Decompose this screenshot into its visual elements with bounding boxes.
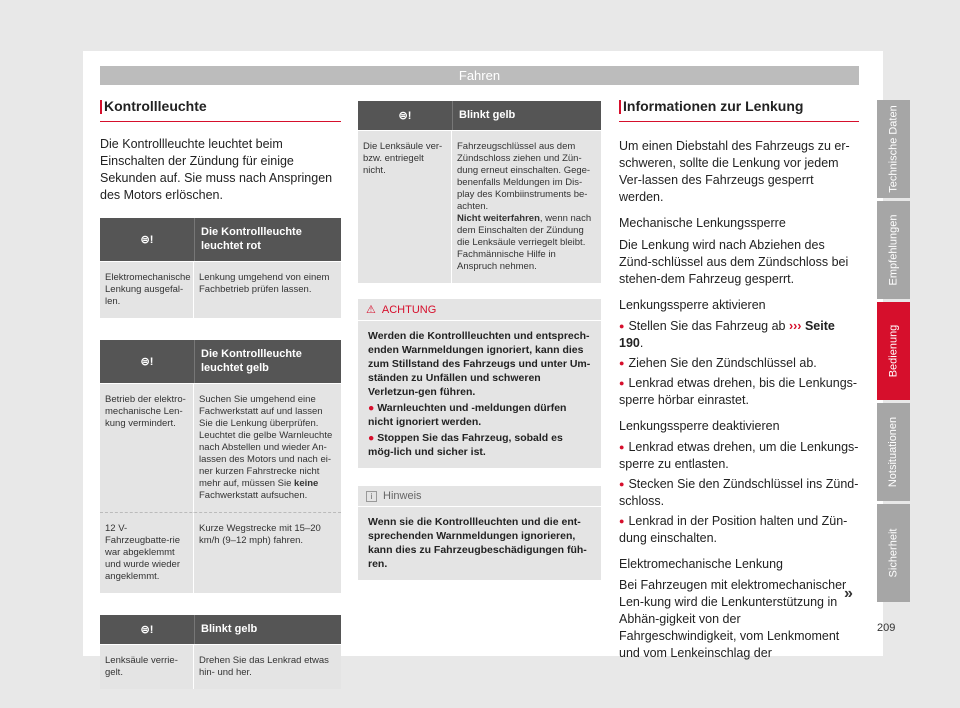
caution-label: ACHTUNG [381,303,437,316]
list-item [619,318,859,352]
page-header: Fahren [100,66,859,85]
table-cell-cause: Betrieb der elektro-mechanische Len-kung vermindert. [100,384,194,512]
list-item-text: Stellen Sie das Fahrzeug ab [628,319,789,333]
action-text: , wenn nach dem Einschalten der Zündung die Lenksäule verriegelt bleibt. Fachmännische Hilfe in Anspruch nehmen. [457,213,592,272]
table-cell-action: Kurze Wegstrecke mit 15–20 km/h (9–12 mph) fahren. [199,523,321,546]
tab-label: Sicherheit [887,528,900,578]
steering-warning-icon: ⊜! [140,356,154,368]
warning-triangle-icon: ⚠ [366,304,376,316]
table-cell-action: Drehen Sie das Lenkrad etwas hin- und her. [199,655,329,678]
page-number: 209 [877,622,896,634]
action-text: Fachwerkstatt aufsuchen. [199,490,308,501]
intro-text: Die Kontrollleuchte leuchtet beim Einschalten der Zündung für einige Sekunden auf. Sie muss nach Anspringen des Motors erlöschen. [100,137,333,202]
body-text: Die Lenkung wird nach Abziehen des Zünd-schlüssel aus dem Zündschloss bei stehen-dem Fahrzeug gesperrt. [619,238,849,286]
tab-sicherheit[interactable] [877,504,910,602]
tab-notsituationen[interactable] [877,403,910,501]
caution-item [368,401,591,429]
list-item: ● Stecken Sie den Zündschlüssel ins Zünd-schloss. [619,476,859,510]
table-cell-action [452,131,601,283]
action-text: Suchen Sie umgehend eine Fachwerkstatt auf und lassen Sie die Lenkung überprüfen. Leuchtet die gelbe Warnleuchte nach Abstellen und wieder An-lassen des Motors und nach ei-ner kurzen Fahrstrecke nicht mehr auf, müssen Sie [199,394,333,489]
tab-bedienung[interactable] [877,302,910,400]
tab-technische-daten[interactable] [877,100,910,198]
tab-empfehlungen[interactable] [877,201,910,299]
column-left [100,98,341,689]
table-cell-action [194,384,341,512]
body-text: Bei Fahrzeugen mit elektromechanischer Len-kung wird die Lenkunterstützung in Abhän-gigkeit von der Fahrgeschwindigkeit, vom Lenkmoment und vom Lenkeinschlag der [619,578,847,660]
table-heading: Blinkt gelb [194,615,341,644]
subheading: Elektromechanische Lenkung [619,557,783,571]
list-item: ● Lenkrad etwas drehen, bis die Lenkungs-sperre hörbar einrastet. [619,375,859,409]
caution-box [358,299,601,468]
steering-warning-icon: ⊜! [398,110,412,122]
note-label: Hinweis [383,490,422,502]
subheading: Lenkungssperre deaktivieren [619,419,780,433]
table-row [358,130,601,283]
info-icon: i [366,491,377,502]
table-heading: Blinkt gelb [452,101,601,130]
table-cell-cause: Die Lenksäule ver-bzw. entriegelt nicht. [358,131,452,283]
bullet-icon: ● [368,432,375,444]
continue-arrow-icon: » [844,585,853,602]
warning-table-blink-2 [358,101,601,283]
list-item: ● Ziehen Sie den Zündschlüssel ab. [619,355,859,372]
warning-table-red [100,218,341,318]
table-row [100,383,341,512]
note-text: Wenn sie die Kontrollleuchten und die ent-sprechenden Warnmeldungen ignorieren, kann dies zu Fahrzeugbeschädigungen füh-ren. [368,516,587,570]
caution-text: Werden die Kontrollleuchten und entsprech-enden Warnmeldungen ignoriert, kann dies zum Stillstand des Fahrzeugs und unter Um-ständen zu Unfällen und schweren Verletzun-gen führen. [368,330,591,398]
column-middle [358,101,601,580]
table-heading: Die Kontrollleuchte leuchtet rot [194,218,341,261]
page-link[interactable]: Seite 190 [619,319,835,350]
tab-label: Empfehlungen [887,214,900,286]
list-item: ● Lenkrad in der Position halten und Zün-dung einschalten. [619,513,859,547]
caution-body [358,321,601,468]
list-item: ● Lenkrad etwas drehen, um die Lenkungs-sperre zu entlasten. [619,439,859,473]
warning-table-yellow [100,340,341,593]
arrow-link-icon[interactable]: ››› [788,319,802,333]
table-row [100,644,341,689]
steering-warning-icon: ⊜! [140,624,154,636]
warning-table-blink [100,615,341,689]
action-text: Fahrzeugschlüssel aus dem Zündschloss ziehen und Zün-dung erneut einschalten. Gege-benenfalls Meldungen im Dis-play des Kombiinstruments be-achten. [457,141,591,212]
caution-item-text: Stoppen Sie das Fahrzeug, sobald es mög-lich und sicher ist. [368,432,563,458]
caution-item-text: Warnleuchten und -meldungen dürfen nicht ignoriert werden. [368,402,567,428]
table-heading: Die Kontrollleuchte leuchtet gelb [194,340,341,383]
table-cell-action: Lenkung umgehend von einem Fachbetrieb prüfen lassen. [199,272,330,295]
table-cell-cause: Lenksäule verrie-gelt. [100,645,194,689]
subheading: Mechanische Lenkungssperre [619,216,786,230]
list-item-text: . [639,336,644,350]
bullet-icon: ● [368,402,375,414]
steering-warning-icon: ⊜! [140,234,154,246]
section-title: Kontrollleuchte [100,98,341,122]
table-row [100,261,341,318]
tab-label: Bedienung [887,324,900,378]
caution-header [358,299,601,321]
table-cell-cause: Elektromechanische Lenkung ausgefal-len. [100,262,194,318]
column-right [619,98,859,662]
action-emphasis: keine [294,478,319,489]
caution-item [368,431,591,459]
action-emphasis: Nicht weiterfahren [457,213,540,224]
note-header [358,486,601,507]
intro-text: Um einen Diebstahl des Fahrzeugs zu er-schweren, sollte die Lenkung vor jedem Ver-lassen des Fahrzeugs gesperrt werden. [619,139,850,204]
table-row [100,512,341,593]
subheading: Lenkungssperre aktivieren [619,298,766,312]
note-box [358,486,601,580]
table-cell-cause: 12 V-Fahrzeugbatte-rie war abgeklemmt und wurde wieder angeklemmt. [100,513,194,593]
chapter-tabs [877,100,910,605]
tab-label: Notsituationen [887,416,900,488]
tab-label: Technische Daten [887,105,900,193]
section-title: Informationen zur Lenkung [619,98,859,122]
